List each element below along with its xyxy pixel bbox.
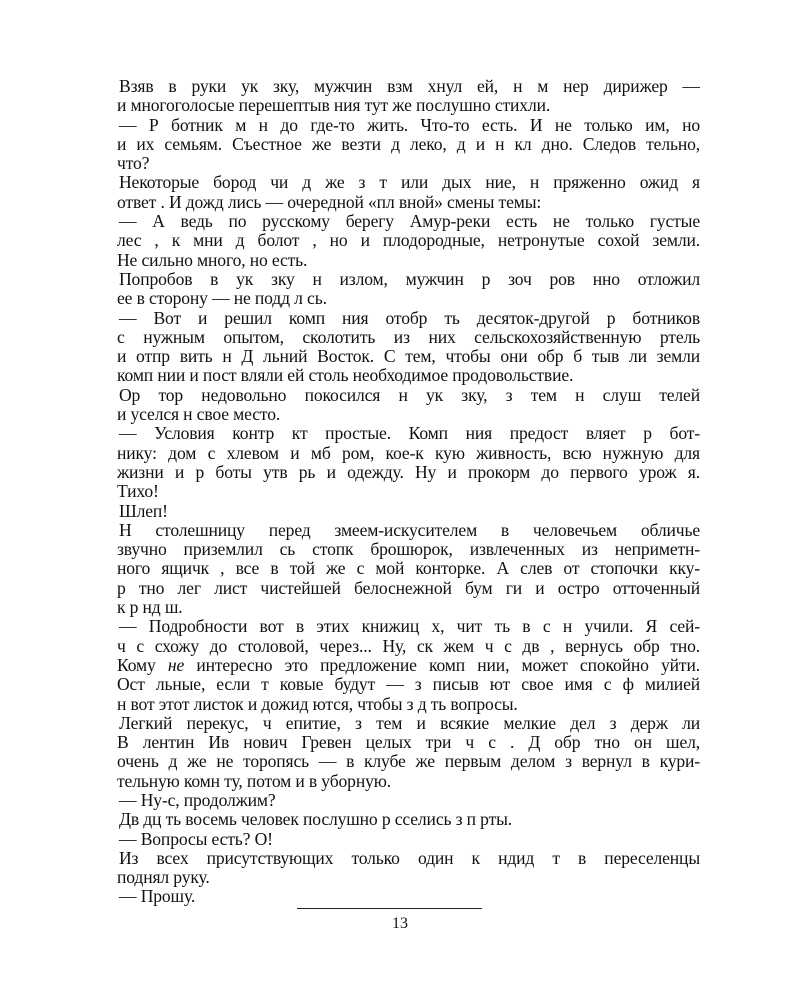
text-line: р тно лег лист чистейшей белоснежной бум ги и остро отточенный <box>117 578 700 598</box>
text-line: — Условия контр кт простые. Комп ния предост вляет р бот- <box>119 424 700 444</box>
text-line: — Подробности вот в этих книжиц х, чит ть в с н учили. Я сей- <box>119 617 700 637</box>
text-line: тельную комн ту, потом и в уборную. <box>117 771 391 791</box>
text-line: и многоголосые перешептыв ния тут же послушно стихли. <box>117 96 551 116</box>
paragraph <box>117 309 700 386</box>
text-line: жизни и р боты утв рь и одежду. Ну и прокорм до первого урож я. <box>117 462 700 482</box>
text-line: Легкий перекус, ч епитие, з тем и всякие мелкие дел з держ ли <box>119 713 700 733</box>
paragraph <box>117 830 700 849</box>
text-line: Дв дц ть восемь человек послушно р сселись з п рты. <box>119 810 513 830</box>
text-line: — Ну-с, продолжим? <box>119 790 276 810</box>
paragraph <box>117 424 700 501</box>
text-line: Н столешницу перед змеем-искусителем в человечьем обличье <box>119 520 700 540</box>
paragraph <box>117 810 700 829</box>
paragraph <box>117 116 700 174</box>
text-line: Не сильно много, но есть. <box>117 250 308 270</box>
text-line: очень д же не торопясь — в клубе же первым делом з вернул в кури- <box>117 752 700 772</box>
text-line: н вот этот листок и дожид ются, чтобы з д ть вопросы. <box>117 694 518 714</box>
text-line: поднял руку. <box>117 868 210 888</box>
text-line: звучно приземлил сь стопк брошюрок, извлеченных из неприметн- <box>117 540 700 560</box>
paragraph <box>117 714 700 791</box>
text-line: ч с схожу до столовой, через... Ну, ск жем ч с дв , вернусь обр тно. <box>117 636 700 656</box>
paragraph <box>117 77 700 116</box>
text-line: что? <box>117 154 150 174</box>
text-line: — А ведь по русскому берегу Амур-реки есть не только густые <box>119 212 700 232</box>
text-line: ее в сторону — не подд л сь. <box>117 289 327 309</box>
text-line: Ост льные, если т ковые будут — з писыв ют свое имя с ф милией <box>117 675 700 695</box>
text-line: Ор тор недовольно покосился н ук зку, з тем н слуш телей <box>119 385 700 405</box>
paragraph <box>117 887 700 906</box>
paragraph <box>117 270 700 309</box>
text-line: нику: дом с хлевом и мб ром, кое-к кую живность, всю нужную для <box>117 443 700 463</box>
text-line: Тихо! <box>117 482 159 502</box>
footer-divider <box>297 908 482 909</box>
text-line: ответ . И дожд лись — очередной «пл вной» смены темы: <box>117 192 542 212</box>
text-line: — Прошу. <box>119 887 196 907</box>
paragraph <box>117 212 700 270</box>
text-line: Кому не интересно это предложение комп нии, может спокойно уйти. <box>117 655 700 675</box>
text-line: Некоторые бород чи д же з т или дых ние, н пряженно ожид я <box>119 173 700 193</box>
paragraph <box>117 173 700 212</box>
text-line: лес , к мни д болот , но и плодородные, нетронутые сохой земли. <box>117 231 700 251</box>
paragraph <box>117 849 700 888</box>
text-line: В лентин Ив нович Гревен целых три ч с . Д обр тно он шел, <box>117 733 700 753</box>
text-line: и их семьям. Съестное же везти д леко, д и н кл дно. Следов тельно, <box>117 134 700 154</box>
text-line: Шлеп! <box>119 501 168 521</box>
paragraph <box>117 502 700 521</box>
paragraph <box>117 386 700 425</box>
paragraph <box>117 791 700 810</box>
text-line: и уселся н свое место. <box>117 405 281 425</box>
text-line: комп нии и пост вляли ей столь необходимое продовольствие. <box>117 366 574 386</box>
body-text <box>117 77 700 907</box>
text-line: к р нд ш. <box>117 598 183 618</box>
text-line: ного ящичк , все в той же с мой конторке. А слев от стопочки кку- <box>117 559 700 579</box>
text-line: Взяв в руки ук зку, мужчин взм хнул ей, н м нер дирижер — <box>119 77 700 96</box>
text-line: — Вот и решил комп ния отобр ть десяток-другой р ботников <box>119 308 700 328</box>
text-line: Попробов в ук зку н излом, мужчин р зоч ров нно отложил <box>119 269 700 289</box>
text-line: — Вопросы есть? О! <box>119 829 273 849</box>
text-line: с нужным опытом, сколотить из них сельскохозяйственную ртель <box>117 327 700 347</box>
paragraph <box>117 521 700 617</box>
text-line: — Р ботник м н до где-то жить. Что-то есть. И не только им, но <box>119 115 700 135</box>
paragraph <box>117 617 700 713</box>
text-line: и отпр вить н Д льний Восток. С тем, чтобы они обр б тыв ли земли <box>117 347 700 367</box>
text-line: Из всех присутствующих только один к ндид т в переселенцы <box>119 848 700 868</box>
page-number: 13 <box>392 915 408 932</box>
